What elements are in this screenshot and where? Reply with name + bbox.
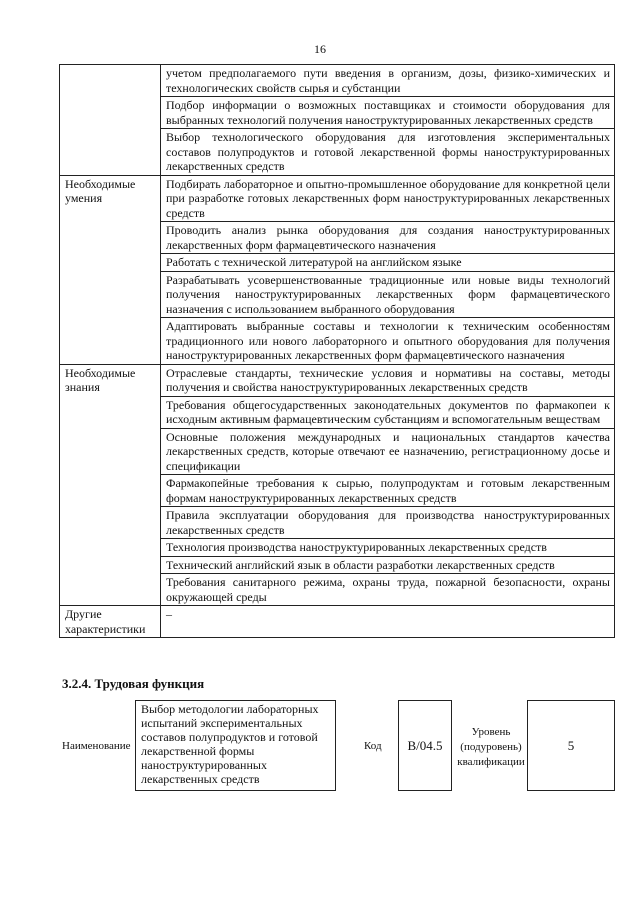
table-row [60,364,615,396]
skill-cell: Адаптировать выбранные составы и технологии к техническим особенностям традиционного или нового лабораторного и опытного оборудования для получения наноструктурированных лекарственных форм фармацевтического назначения [161,318,615,365]
skill-cell: Работать с технической литературой на английском языке [161,254,615,272]
code-value-box: В/04.5 [398,700,452,791]
knowledge-cell: Требования санитарного режима, охраны труда, пожарной безопасности, охраны окружающей среды [161,574,615,606]
table-row [60,606,615,638]
action-cell: Выбор технологического оборудования для изготовления экспериментальных составов полупродуктов и готовой лекарственной формы наноструктурированных лекарственных средств [161,129,615,176]
skill-cell: Разрабатывать усовершенствованные традиционные или новые виды технологий получения наноструктурированных лекарственных форм фармацевтического назначения с использованием выбранного оборудования [161,271,615,318]
action-cell: учетом предполагаемого пути введения в организм, дозы, физико-химических и технологических свойств сырья и субстанции [161,65,615,97]
table-row [60,65,615,97]
name-label: Наименование [62,740,131,752]
section-title: 3.2.4. Трудовая функция [62,676,205,691]
skill-cell: Подбирать лабораторное и опытно-промышленное оборудование для конкретной цели при разработке готовых лекарственных форм наноструктурированных лекарственных средств [161,175,615,222]
level-label: Уровень (подуровень) квалификации [457,726,525,768]
table-row [60,175,615,222]
skill-cell: Проводить анализ рынка оборудования для создания наноструктурированных лекарственных форм фармацевтического назначения [161,222,615,254]
knowledge-cell: Технический английский язык в области разработки лекарственных средств [161,556,615,574]
action-cell: Подбор информации о возможных поставщиках и стоимости оборудования для выбранных технологий получения наноструктурированных лекарственных средств [161,97,615,129]
knowledge-cell: Основные положения международных и национальных стандартов качества лекарственных средств, которые отвечают ее назначению, регистрационному досье и спецификации [161,428,615,475]
code-label: Код [364,740,382,752]
level-value-box: 5 [527,700,615,791]
knowledge-label: Необходимые знания [60,364,161,606]
page-number: 16 [314,42,326,56]
knowledge-cell: Отраслевые стандарты, технические условия и нормативы на составы, методы получения и свойства наноструктурированных лекарственных средств [161,364,615,396]
skills-label: Необходимые умения [60,175,161,364]
empty-label-cell [60,65,161,176]
name-value-box: Выбор методологии лабораторных испытаний экспериментальных составов полупродуктов и готовой лекарственной формы наноструктурированных лекарственных средств [135,700,336,791]
other-label: Другие характеристики [60,606,161,638]
knowledge-cell: Требования общегосударственных законодательных документов по фармакопеи к исходным активным фармацевтическим субстанциям и вспомогательным веществам [161,396,615,428]
competency-table [59,64,615,638]
knowledge-cell: Фармакопейные требования к сырью, полупродуктам и готовым лекарственным формам наноструктурированных лекарственных средств [161,475,615,507]
knowledge-cell: Правила эксплуатации оборудования для производства наноструктурированных лекарственных средств [161,507,615,539]
knowledge-cell: Технология производства наноструктурированных лекарственных средств [161,539,615,557]
other-value: – [161,606,615,638]
